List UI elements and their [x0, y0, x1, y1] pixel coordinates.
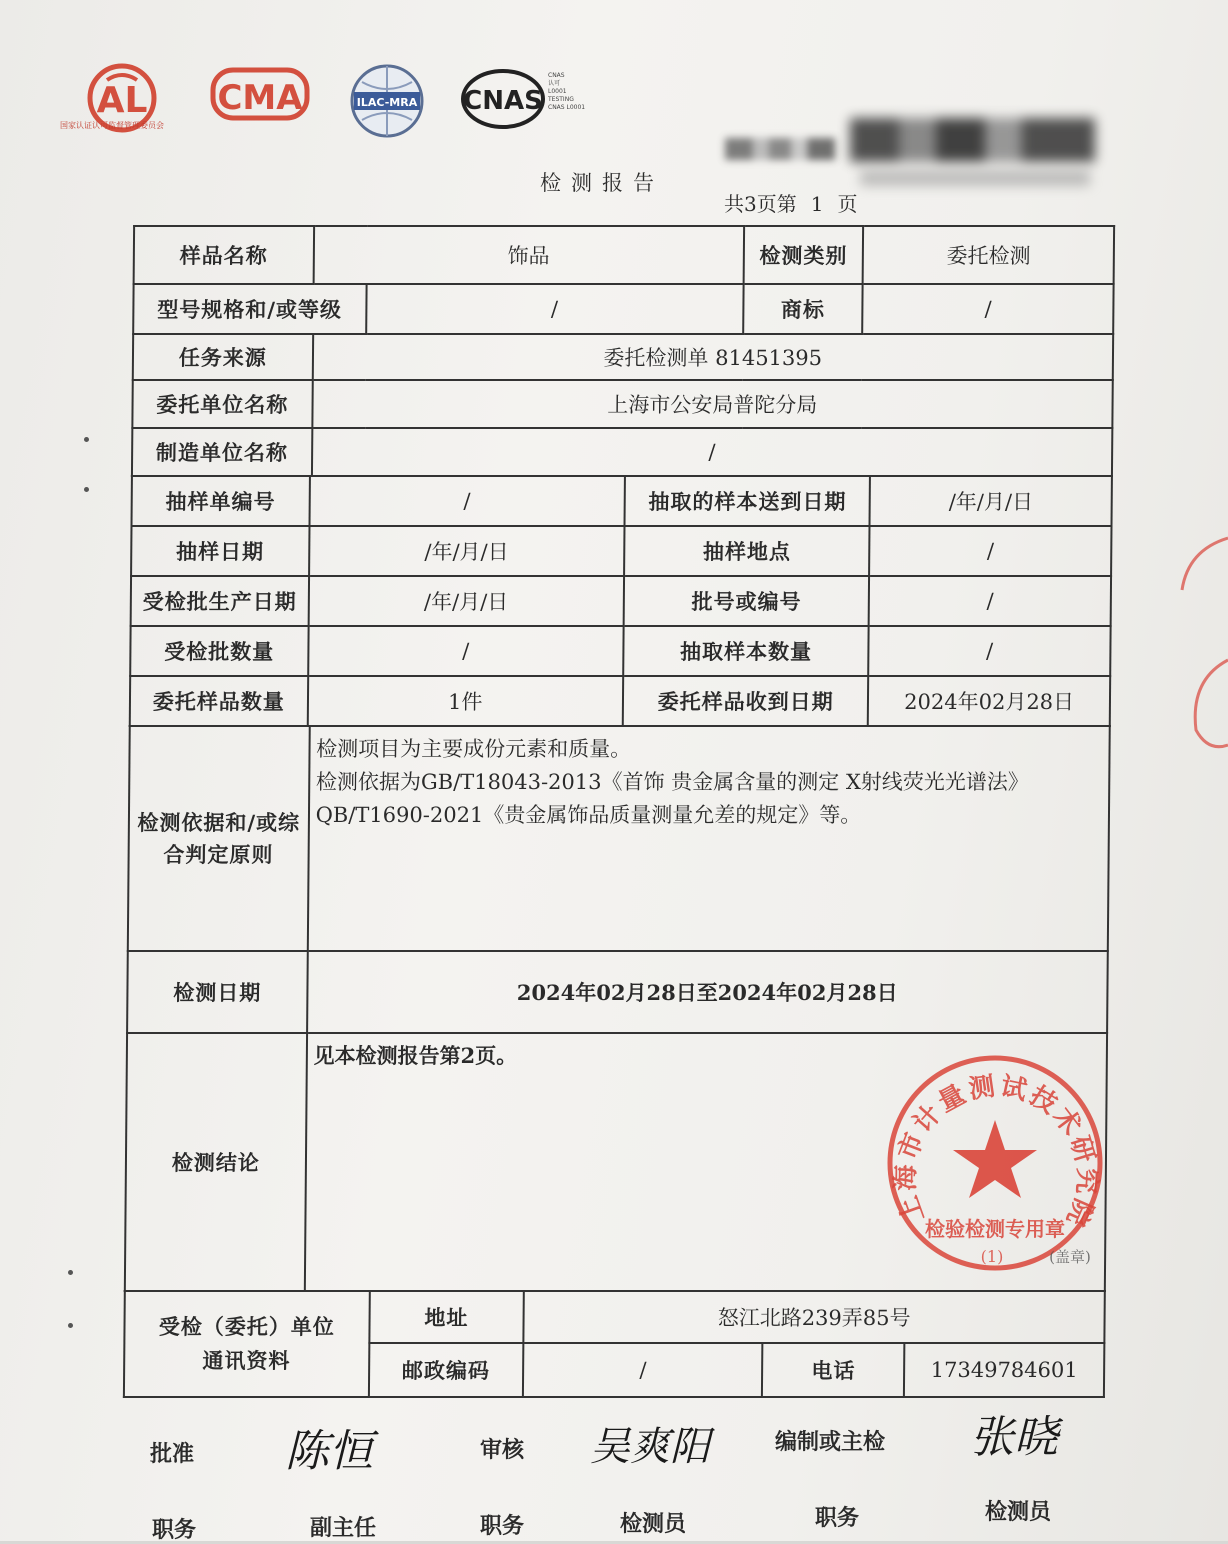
cma-mark-text: CMA	[217, 78, 303, 118]
table-row	[127, 951, 1108, 1033]
production-date-value: /年/月/日	[308, 576, 624, 626]
sampling-no-value: /	[309, 476, 625, 526]
entrusted-qty-value: 1件	[307, 676, 623, 726]
table-row	[128, 726, 1110, 951]
basis-content	[307, 726, 1109, 951]
task-source-label: 任务来源	[133, 334, 313, 380]
review-signature: 吴爽阳	[590, 1424, 710, 1470]
cal-caption: 国家认证认可监督管理委员会	[60, 121, 164, 130]
basis-line: QB/T1690-2021《贵金属饰品质量测量允差的规定》等。	[315, 803, 862, 827]
seal-inner-text: 检验检测专用章	[925, 1217, 1065, 1241]
test-type-label: 检测类别	[743, 226, 863, 284]
svg-text:AL: AL	[96, 80, 148, 121]
compile-title-label: 职务	[815, 1505, 860, 1531]
sampling-date-label: 抽样日期	[131, 526, 309, 576]
batch-qty-value: /	[308, 626, 624, 676]
table-row	[132, 380, 1112, 428]
sample-arrival-value: /年/月/日	[870, 476, 1112, 526]
client-value: 上海市公安局普陀分局	[312, 380, 1113, 428]
seal-suffix: (盖章)	[1049, 1248, 1091, 1266]
table-row	[130, 626, 1110, 676]
test-date-value: 2024年02月28日至2024年02月28日	[307, 951, 1108, 1033]
sampling-place-label: 抽样地点	[624, 526, 870, 576]
client-label: 委托单位名称	[132, 380, 312, 428]
contact-table	[123, 1290, 1106, 1398]
margin-dot	[84, 487, 89, 492]
svg-text:ILAC-MRA: ILAC-MRA	[356, 96, 418, 109]
table-row	[132, 428, 1112, 476]
cnas-text-line: TESTING	[548, 96, 574, 103]
phone-label: 电话	[762, 1343, 904, 1397]
table-row	[133, 284, 1113, 334]
basis-line: 检测依据为GB/T18043-2013《首饰 贵金属含量的测定 X射线荧光光谱法》	[315, 770, 1029, 794]
cal-logo-icon	[80, 60, 164, 144]
conclusion-label: 检测结论	[125, 1033, 307, 1291]
page-total: 共3页第	[724, 192, 797, 216]
official-seal-icon	[880, 1048, 1110, 1278]
sampling-table	[129, 475, 1113, 727]
compile-title: 检测员	[985, 1499, 1052, 1525]
sample-arrival-label: 抽取的样本送到日期	[624, 476, 870, 526]
info-table	[131, 225, 1115, 477]
redacted-report-number	[850, 118, 1095, 162]
sample-name-label: 样品名称	[134, 226, 314, 284]
sample-qty-label: 抽取样本数量	[623, 626, 869, 676]
cnas-logo-icon	[458, 64, 558, 134]
postcode-label: 邮政编码	[368, 1343, 523, 1397]
model-label: 型号规格和/或等级	[133, 284, 366, 334]
approve-label: 批准	[150, 1441, 195, 1467]
batch-no-label: 批号或编号	[624, 576, 870, 626]
margin-dot	[84, 437, 89, 442]
batch-no-value: /	[869, 576, 1111, 626]
received-date-value: 2024年02月28日	[868, 676, 1110, 726]
table-row	[131, 576, 1111, 626]
address-value: 怒江北路239弄85号	[524, 1291, 1105, 1343]
signature-area	[150, 1412, 1100, 1543]
table-row	[124, 1291, 1104, 1343]
phone-value: 17349784601	[904, 1343, 1104, 1397]
cnas-text-line: CNAS	[548, 72, 565, 79]
basis-line: 检测项目为主要成份元素和质量。	[316, 737, 632, 761]
sampling-place-value: /	[869, 526, 1111, 576]
cnas-text-line: L0001	[548, 88, 567, 95]
conclusion-value: 见本检测报告第2页。	[304, 1033, 1107, 1291]
table-row	[134, 226, 1115, 284]
review-title: 检测员	[620, 1511, 687, 1537]
table-row	[130, 676, 1110, 726]
ilac-mra-logo-icon	[348, 62, 426, 140]
redacted-block	[725, 138, 835, 160]
basis-label: 检测依据和/或综合判定原则	[128, 726, 310, 951]
page-info	[724, 188, 871, 217]
trademark-label: 商标	[743, 284, 863, 334]
sampling-date-value: /年/月/日	[309, 526, 625, 576]
cnas-text-line: 认可	[548, 80, 561, 87]
trademark-value: /	[863, 284, 1114, 334]
approve-signature: 陈恒	[285, 1426, 373, 1477]
seal-ring-text: 上海市计量测试技术研究院	[891, 1071, 1102, 1233]
seal-number: (1)	[980, 1247, 1004, 1266]
batch-qty-label: 受检批数量	[130, 626, 308, 676]
table-row	[132, 476, 1112, 526]
page-current: 1	[810, 192, 824, 216]
page-unit: 页	[837, 192, 858, 216]
entrusted-qty-label: 委托样品数量	[130, 676, 308, 726]
test-type-value: 委托检测	[863, 226, 1114, 284]
manufacturer-value: /	[312, 428, 1113, 476]
cnas-text-line: CNAS L0001	[548, 104, 586, 111]
postcode-value: /	[523, 1343, 763, 1397]
sample-name-value: 饰品	[313, 226, 744, 284]
table-row	[131, 526, 1111, 576]
table-row	[133, 334, 1113, 380]
sample-qty-value: /	[869, 626, 1111, 676]
report-title: 检测报告	[540, 171, 664, 195]
compile-signature: 张晓	[970, 1412, 1058, 1463]
approve-title: 副主任	[310, 1515, 377, 1541]
review-label: 审核	[480, 1437, 525, 1463]
received-date-label: 委托样品收到日期	[623, 676, 869, 726]
address-label: 地址	[369, 1291, 524, 1343]
task-source-value: 委托检测单 81451395	[312, 334, 1113, 380]
cma-logo-icon	[210, 64, 310, 140]
test-date-label: 检测日期	[127, 951, 307, 1033]
review-title-label: 职务	[480, 1513, 525, 1539]
certification-logos	[60, 58, 620, 148]
sampling-no-label: 抽样单编号	[132, 476, 310, 526]
compile-label: 编制或主检	[775, 1429, 886, 1455]
margin-dot	[68, 1270, 73, 1275]
manufacturer-label: 制造单位名称	[132, 428, 312, 476]
production-date-label: 受检批生产日期	[131, 576, 309, 626]
approve-title-label: 职务	[152, 1517, 197, 1543]
side-seal-fragment-icon	[1168, 530, 1228, 760]
contact-label: 受检（委托）单位通讯资料	[124, 1291, 369, 1397]
redacted-block	[860, 170, 1090, 186]
model-value: /	[366, 284, 744, 334]
margin-dot	[68, 1323, 73, 1328]
cnas-small-text	[548, 72, 598, 112]
cnas-mark-text: CNAS	[463, 86, 543, 116]
